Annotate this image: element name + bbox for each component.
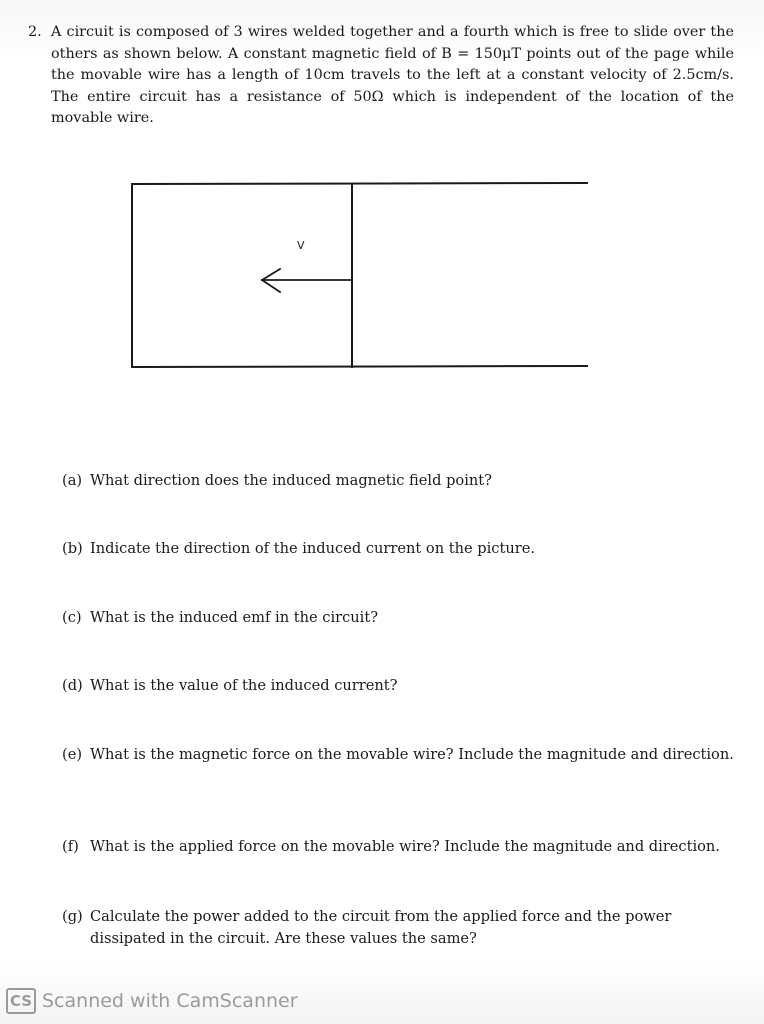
problem-number: 2. [28,24,42,40]
question-d [62,675,734,697]
question-label: (f) [62,838,79,855]
question-a [62,470,734,492]
question-text: Indicate the direction of the induced current on the picture. [90,540,535,557]
circuit-diagram [0,0,764,420]
problem-text: A circuit is composed of 3 wires welded together and a fourth which is free to slide over the others as shown below. A constant magnetic field of B = 150μT points out of the page while the movable wire has a length of 10cm travels to the left at a constant velocity of 2.5cm/s. The entire circuit has a resistance of 50Ω which is independent of the location of the movable wire. [51,24,734,126]
question-text: Calculate the power added to the circuit from the applied force and the power dissipated in the circuit. Are these values the same? [90,908,672,947]
bottom-rail-wire [132,366,587,367]
velocity-label: V [297,239,305,252]
question-label: (e) [62,746,83,763]
question-e [62,744,734,766]
question-text: What is the induced emf in the circuit? [90,609,379,626]
question-f [62,836,734,858]
camscanner-watermark [6,988,298,1014]
question-label: (c) [62,609,82,626]
question-label: (b) [62,540,83,557]
question-text: What is the applied force on the movable wire? Include the magnitude and direction. [90,838,720,855]
question-label: (g) [62,908,83,925]
watermark-text: Scanned with CamScanner [42,990,298,1012]
top-rail-wire [132,183,587,184]
question-c [62,607,734,629]
question-g [62,906,734,949]
question-b [62,538,734,560]
question-text: What direction does the induced magnetic field point? [90,472,492,489]
question-text: What is the magnetic force on the movable wire? Include the magnitude and direction. [90,746,734,763]
question-label: (d) [62,677,83,694]
question-label: (a) [62,472,83,489]
question-text: What is the value of the induced current? [90,677,398,694]
camscanner-logo-icon: CS [6,988,36,1014]
